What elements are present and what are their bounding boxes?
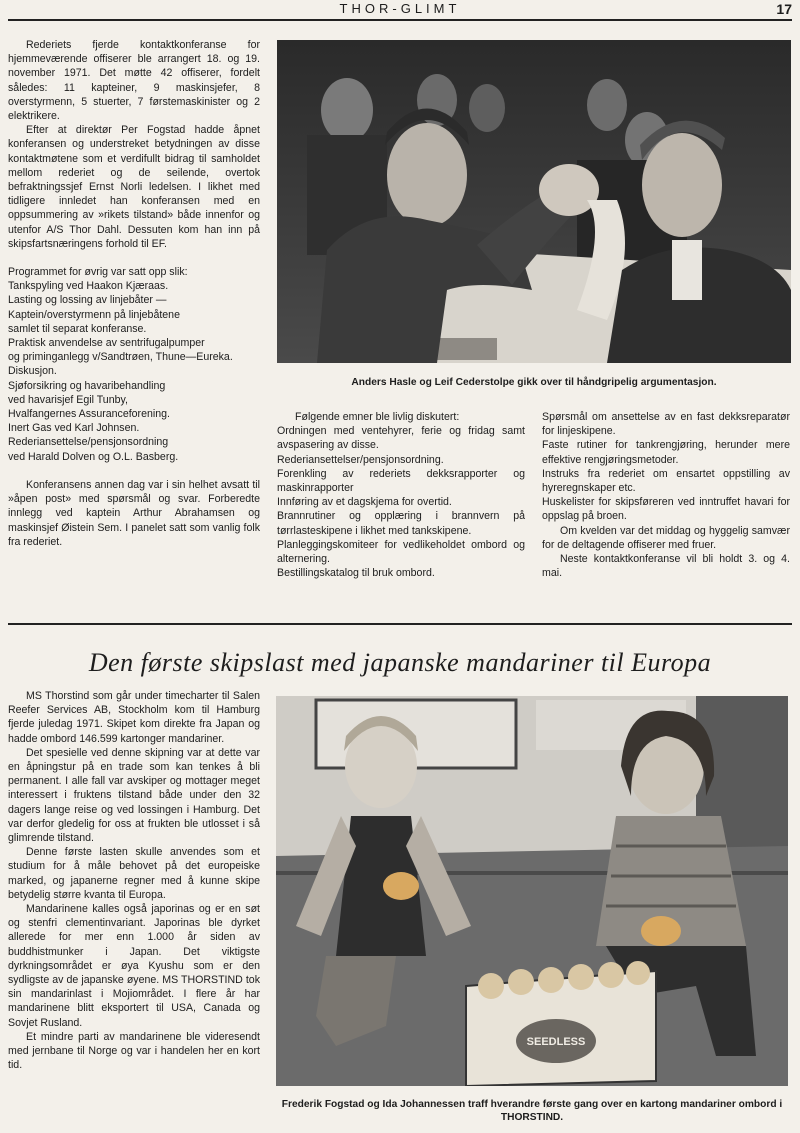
box-label: SEEDLESS: [526, 1036, 586, 1048]
children-with-mandarins-image: [276, 696, 788, 1086]
article2-para-1: MS Thorstind som går under timecharter til Salen Reefer Services AB, Stockholm kom til Hamburg fjerde juledag 1971. Skipet kom direkte fra Japan og hadde ombord 146.599 kartonger mandariner.: [8, 690, 260, 745]
topic-item: Brannrutiner og opplæring i brannvern på tørrlasteskipene i likhet med tankskipene.: [277, 510, 525, 537]
article2-para-3: Denne første lasten skulle anvendes som et studium for å måle behovet på det europeiske marked, og japanerne regner med å kunne skipe betydelig større kvanta til Europa.: [8, 846, 260, 901]
masthead-rule: [8, 19, 792, 21]
article1-photo-caption: Anders Hasle og Leif Cederstolpe gikk over til håndgripelig argumentasjon.: [351, 377, 717, 388]
conference-photo: [277, 40, 791, 363]
topic-item: Huskelister for skipsføreren ved inntruffet havari for oppslag på broen.: [542, 496, 790, 523]
topic-item: Bestillingskatalog til bruk ombord.: [277, 567, 435, 580]
topic-item: Rederiansettelser/pensjonsordning.: [277, 453, 444, 466]
article2-column: [8, 689, 260, 1072]
article1-closing-para: Neste kontaktkonferanse vil bli holdt 3. og 4. mai.: [542, 553, 790, 580]
topic-item: Instruks fra rederiet om ensartet oppstilling av hyreregnskaper etc.: [542, 467, 790, 495]
article2-photo-caption: Frederik Fogstad og Ida Johannessen traff hverandre første gang over en kartong mandariner ombord i THORSTIND.: [281, 1099, 783, 1123]
article2-para-5: Et mindre parti av mandarinene ble videresendt med jernbane til Norge og var i handelen her en kort tid.: [8, 1030, 260, 1072]
program-line: Programmet for øvrig var satt opp slik:: [8, 266, 188, 279]
program-line: Hvalfangernes Assuranceforening.: [8, 408, 170, 421]
program-line: Inert Gas ved Karl Johnsen.: [8, 422, 140, 435]
magazine-title: THOR-GLIMT: [339, 1, 461, 16]
program-line: Tankspyling ved Haakon Kjæraas.: [8, 280, 169, 293]
section-divider: [8, 623, 792, 625]
topics-intro: Følgende emner ble livlig diskutert:: [295, 411, 460, 423]
program-line: og priminganlegg v/Sandtrøen, Thune—Eureka.: [8, 351, 233, 364]
arm-wrestling-image: [277, 40, 791, 363]
topic-item: Ordningen med ventehyrer, ferie og fridag samt avspasering av disse.: [277, 425, 525, 452]
program-line: ved havarisjef Egil Tunby,: [8, 393, 128, 406]
program-line: Kaptein/overstyrmenn på linjebåtene: [8, 308, 180, 321]
page-number: 17: [776, 1, 792, 17]
program-line: ved Harald Dolven og O.L. Basberg.: [8, 450, 179, 463]
topic-item: Planleggingskomiteer for vedlikeholdet ombord og alternering.: [277, 538, 525, 566]
program-list: [8, 265, 260, 464]
article1-column3: [542, 410, 790, 580]
topic-item: Spørsmål om ansettelse av en fast dekksreparatør for linjeskipene.: [542, 411, 790, 438]
masthead: [0, 0, 800, 20]
article1-para-2: Efter at direktør Per Fogstad hadde åpnet konferansen og understreket betydningen av disse kontaktmøtene som et verdifullt bidrag til samholdet mellom rederiet og de seilende, overtok befraktningssjef Ernst Norli ledelsen. I likhet med tidligere innledet han konferansen med en oppsummering av »rikets tilstand» både innenfor og utenfor A/S Thor Dahl. Dessuten kom han inn på skipsfartsnæringens forhold til EF.: [8, 124, 260, 250]
program-line: samlet til separat konferanse.: [8, 322, 147, 335]
article1-para-1: Rederiets fjerde kontaktkonferanse for hjemmeværende offiserer ble arrangert 18. og 19. november 1971. Det møtte 42 offiserer, fordelt således: 11 kapteiner, 9 maskinsjefer, 8 overstyrmenn, 5 stuerter, 7 førstemaskinister og 2 elektrikere.: [8, 39, 260, 123]
program-line: Diskusjon.: [8, 365, 57, 378]
program-line: Lasting og lossing av linjebåter —: [8, 294, 167, 307]
topic-item: Innføring av et dagskjema for overtid.: [277, 496, 452, 509]
program-line: Rederiansettelse/pensjonsordning: [8, 436, 169, 449]
program-line: Praktisk anvendelse av sentrifugalpumper: [8, 337, 205, 350]
article2-para-2: Det spesielle ved denne skipning var at dette var en åpningstur på en trade som kan tenkes å bli permanent. I alle fall var avskiper og mottager meget interessert i fruktens tilstand både under den 32 dagers lange reise og ved lossingen i Hamburg. Det var derfor gledelig for oss at frukten ble utlosset i så glimrende tilstand.: [8, 746, 260, 845]
topic-item: Forenkling av rederiets dekksrapporter og maskinrapporter: [277, 467, 525, 495]
article1-closing-para: Om kvelden var det middag og hyggelig samvær for de deltagende offiserer med fruer.: [542, 524, 790, 551]
mandarin-photo: [276, 696, 788, 1086]
article1-column1: [8, 38, 260, 549]
article2-para-4: Mandarinene kalles også japorinas og er en søt og stenfri clementinvariant. Japorinas ble dyrket allerede for mer enn 1.000 år siden av buddhistmunker i Japan. Det viktigste dyrkningsområdet er øya Kyushu som er den sydligste av de japanske øyene. MS THORSTIND tok sin mandarinlast i Mojiområdet. I flere år har mandarinene blitt eksportert til USA, Canada og Sovjet Rusland.: [8, 903, 260, 1029]
article2-headline: Den første skipslast med japanske mandariner til Europa: [88, 648, 712, 677]
topic-item: Faste rutiner for tankrengjøring, herunder mere effektive rengjøringsmetoder.: [542, 439, 790, 466]
program-line: Sjøforsikring og havaribehandling: [8, 379, 166, 392]
article1-column2: [277, 410, 525, 580]
article1-para-3: Konferansens annen dag var i sin helhet avsatt til »åpen post» med spørsmål og svar. Forberedte innlegg ved kaptein Arthur Abrahamsen og maskinsjef Øistein Sem. I panelet satt som vanlig folk fra rederiet.: [8, 478, 260, 548]
